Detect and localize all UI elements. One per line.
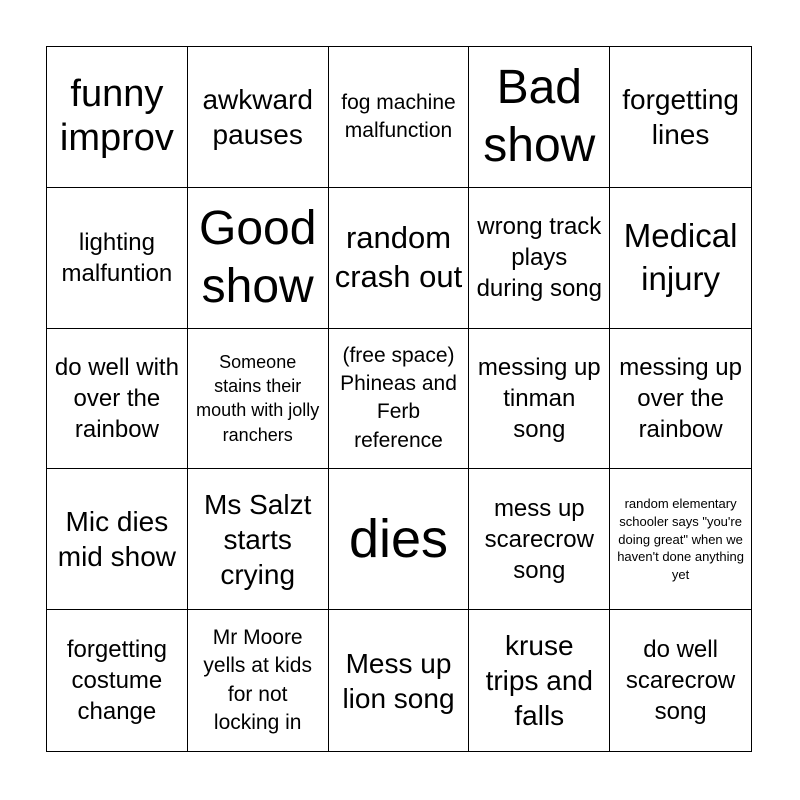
cell-text: Bad show <box>483 61 596 172</box>
bingo-cell[interactable] <box>188 188 329 329</box>
bingo-cell[interactable] <box>47 610 188 751</box>
bingo-cell[interactable] <box>329 188 470 329</box>
cell-text: Medical injury <box>623 216 738 297</box>
bingo-cell[interactable] <box>610 47 751 188</box>
bingo-cell[interactable] <box>610 188 751 329</box>
cell-text: messing up tinman song <box>477 353 601 444</box>
bingo-cell[interactable] <box>469 188 610 329</box>
cell-text: forgetting costume change <box>66 635 167 726</box>
cell-text: Ms Salzt starts crying <box>204 488 312 590</box>
cell-text: Someone stains their mouth with jolly ranchers <box>196 351 320 445</box>
cell-text: forgetting lines <box>622 83 739 150</box>
bingo-cell[interactable] <box>47 47 188 188</box>
cell-text: Mic dies mid show <box>57 506 177 573</box>
bingo-cell[interactable] <box>469 469 610 610</box>
cell-text: lighting malfuntion <box>61 228 173 287</box>
bingo-cell[interactable] <box>188 329 329 470</box>
cell-text: random crash out <box>334 219 463 294</box>
bingo-cell[interactable] <box>47 329 188 470</box>
bingo-cell[interactable] <box>329 47 470 188</box>
cell-text: kruse trips and falls <box>485 630 593 732</box>
bingo-cell[interactable] <box>469 610 610 751</box>
bingo-cell[interactable] <box>188 469 329 610</box>
bingo-cell[interactable] <box>47 469 188 610</box>
cell-text: (free space) Phineas and Ferb reference <box>340 343 457 452</box>
cell-text: Mr Moore yells at kids for not locking in <box>203 625 312 734</box>
bingo-cell[interactable] <box>610 610 751 751</box>
cell-text: funny improv <box>59 73 174 159</box>
cell-text: dies <box>348 509 449 570</box>
bingo-cell[interactable] <box>329 329 470 470</box>
cell-text: awkward pauses <box>202 83 313 150</box>
bingo-cell[interactable] <box>469 329 610 470</box>
cell-text: messing up over the rainbow <box>619 353 742 444</box>
bingo-cell[interactable] <box>329 469 470 610</box>
bingo-cell[interactable] <box>188 610 329 751</box>
cell-text: wrong track plays during song <box>476 212 602 303</box>
bingo-cell[interactable] <box>610 469 751 610</box>
cell-text: Good show <box>198 202 317 313</box>
bingo-cell[interactable] <box>188 47 329 188</box>
cell-text: do well with over the rainbow <box>54 353 179 444</box>
bingo-cell[interactable] <box>47 188 188 329</box>
cell-text: Mess up lion song <box>342 647 455 714</box>
bingo-cell[interactable] <box>610 329 751 470</box>
cell-text: mess up scarecrow song <box>484 494 594 584</box>
bingo-cell[interactable] <box>469 47 610 188</box>
bingo-cell[interactable] <box>329 610 470 751</box>
cell-text: fog machine malfunction <box>341 90 456 142</box>
cell-text: do well scarecrow song <box>625 635 736 726</box>
bingo-board <box>46 46 752 752</box>
cell-text: random elementary schooler says "you're doing great" when we haven't done anything yet <box>617 496 744 582</box>
